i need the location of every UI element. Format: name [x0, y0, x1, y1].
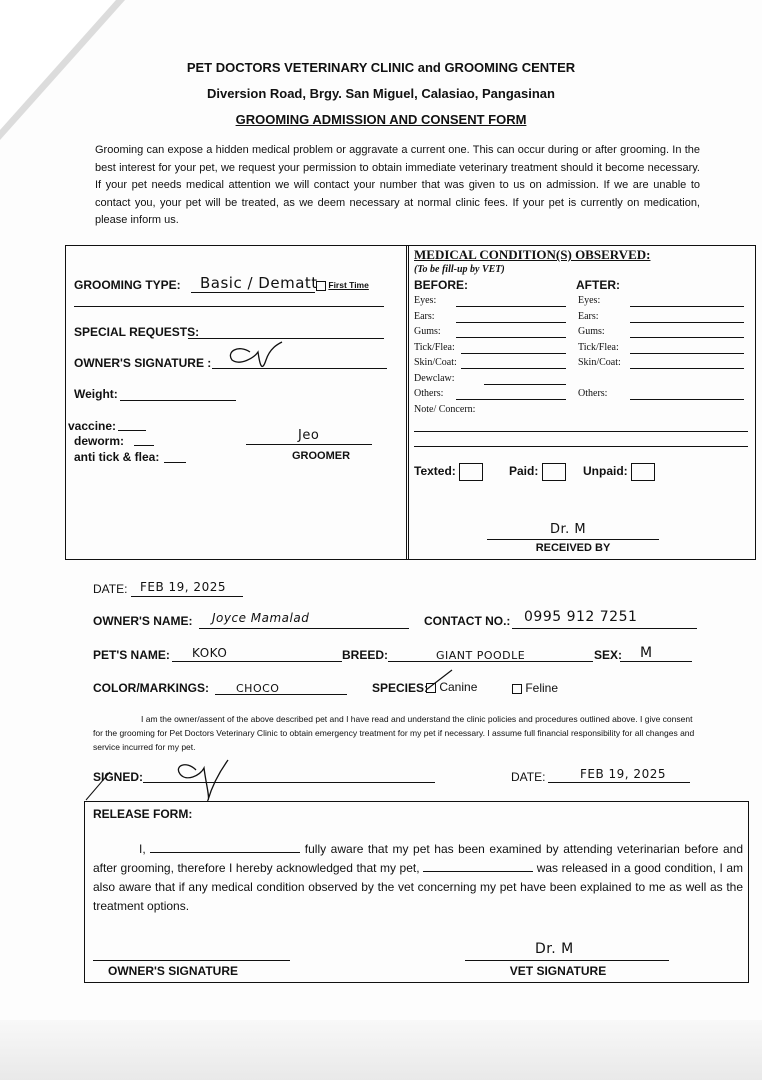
before-field-6 — [414, 388, 443, 399]
date-label: DATE: — [93, 582, 128, 596]
before-field-line[interactable] — [456, 306, 566, 307]
unpaid-checkbox[interactable] — [631, 463, 655, 481]
form-title — [0, 112, 762, 127]
texted-label: Texted: — [414, 464, 456, 479]
contact-value[interactable]: 0995 912 7251 — [524, 609, 638, 625]
before-field-label: Dewclaw: — [414, 372, 455, 384]
sex-label: SEX: — [594, 648, 623, 662]
before-field-2 — [414, 326, 441, 337]
grooming-type-value[interactable]: Basic / Dematt — [200, 274, 318, 292]
breed-value[interactable]: GIANT POODLE — [436, 649, 526, 662]
date-value[interactable]: FEB 19, 2025 — [140, 580, 226, 594]
special-requests-label: SPECIAL REQUESTS: — [74, 325, 200, 339]
after-field-label: Skin/Coat: — [578, 357, 621, 368]
canine-checkmark — [424, 668, 458, 694]
intro-paragraph: Grooming can expose a hidden medical problem or aggravate a current one. This can occur during or after grooming. In the best interest for your pet, we request your permission to obtain immediate veterinary treatment should it become necessary. If your pet needs medical attention we will contact your number that was given to us on admission. If we are unable to contact you, your pet will be treated, as we deem necessary at normal clinic fees. If your pet is currently on medication, please inform us. — [95, 144, 700, 226]
owner-signature-line[interactable] — [93, 960, 290, 961]
texted-checkbox[interactable] — [459, 463, 483, 481]
release-owner-name-blank[interactable] — [150, 841, 300, 853]
release-owner-sig-label: OWNER'S SIGNATURE — [108, 964, 238, 978]
before-field-label: Note/ Concern: — [414, 403, 476, 415]
paid-label: Paid: — [509, 464, 539, 479]
canine-label: Canine — [439, 680, 478, 694]
received-by-value: Dr. M — [550, 522, 587, 537]
consent-paragraph: I am the owner/assent of the above described pet and I have read and understand the clinic policies and procedures outlined above. I give consent for the grooming for Pet Doctors Veterinary Clinic to obtain emergency treatment for my pet if necessary. I assume full financial responsibility for all changes and service incurred for my pet. — [93, 714, 695, 752]
release-text-2: was released in a good condition, I am also aware that if any medical condition observed by the vet concerning my pet have been explained to me as well as the treatment options. — [93, 861, 743, 913]
anti-tick-label: anti tick & flea: — [74, 450, 160, 464]
before-field-7 — [414, 404, 475, 415]
owner-signature-label: OWNER'S SIGNATURE : — [74, 356, 212, 370]
first-time-option[interactable] — [316, 280, 369, 291]
release-paragraph — [93, 840, 743, 916]
before-field-line[interactable] — [484, 384, 566, 385]
after-field-line[interactable] — [630, 337, 744, 338]
note-line-2[interactable] — [414, 446, 748, 447]
vaccine-label: vaccine: — [68, 419, 117, 433]
note-line-1[interactable] — [414, 431, 748, 432]
signed-check-mark — [84, 768, 114, 802]
before-field-label: Others: — [414, 388, 444, 399]
before-field-5 — [414, 373, 455, 384]
vet-signature-value: Dr. M — [535, 941, 574, 957]
before-label: BEFORE: — [414, 278, 468, 292]
before-field-1 — [414, 311, 435, 322]
after-field-line[interactable] — [630, 353, 744, 354]
before-field-label: Ears: — [414, 310, 435, 322]
before-field-0 — [414, 295, 436, 306]
before-field-line[interactable] — [456, 337, 566, 338]
after-field-label: Gums: — [578, 326, 605, 337]
grooming-type-label: GROOMING TYPE: — [74, 278, 181, 292]
vet-signature-line[interactable] — [465, 960, 669, 961]
signed-signature-scribble — [172, 756, 238, 802]
first-time-label: First Time — [328, 280, 369, 290]
after-field-1 — [578, 311, 599, 322]
before-field-line[interactable] — [461, 353, 566, 354]
first-time-checkbox[interactable] — [316, 281, 326, 291]
contact-label: CONTACT NO.: — [424, 614, 511, 628]
clinic-address: Diversion Road, Brgy. San Miguel, Calasiao, Pangasinan — [207, 86, 555, 101]
special-requests-field[interactable] — [188, 338, 384, 339]
before-field-label: Eyes: — [414, 295, 437, 306]
paid-checkbox[interactable] — [542, 463, 566, 481]
unpaid-option[interactable] — [583, 463, 655, 481]
feline-option[interactable] — [512, 681, 558, 695]
medical-title: MEDICAL CONDITION(S) OBSERVED: — [414, 247, 651, 262]
medical-subtitle: (To be fill-up by VET) — [414, 264, 505, 275]
signed-date-label: DATE: — [511, 770, 546, 784]
after-field-line[interactable] — [630, 368, 744, 369]
after-field-0 — [578, 295, 600, 306]
signed-label: SIGNED: — [93, 770, 144, 784]
after-label: AFTER: — [576, 278, 620, 292]
after-field-3 — [578, 342, 619, 353]
deworm-label: deworm: — [74, 434, 125, 448]
clinic-name: PET DOCTORS VETERINARY CLINIC and GROOMING CENTER — [186, 60, 576, 75]
feline-checkbox[interactable] — [512, 684, 522, 694]
medical-panel — [406, 245, 756, 560]
after-field-line[interactable] — [630, 306, 744, 307]
color-label: COLOR/MARKINGS: — [93, 681, 209, 695]
weight-label: Weight: — [74, 387, 118, 401]
paid-option[interactable] — [509, 463, 566, 481]
after-field-5 — [578, 388, 607, 399]
received-by-label: RECEIVED BY — [535, 542, 611, 554]
scan-bottom-edge — [0, 1020, 762, 1080]
after-field-label: Tick/Flea: — [578, 341, 619, 353]
release-pet-name-blank[interactable] — [423, 860, 533, 872]
owners-name-label: OWNER'S NAME: — [93, 614, 193, 628]
release-title: RELEASE FORM: — [93, 807, 193, 821]
groomer-value: Jeo — [298, 428, 320, 443]
release-text-1: fully aware that my pet has been examined by attending veterinarian before and after grooming, therefore I hereby acknowledged that my pet, — [93, 842, 743, 875]
before-field-label: Gums: — [414, 326, 441, 337]
sex-value[interactable]: M — [640, 645, 653, 661]
weight-field[interactable] — [120, 400, 236, 401]
texted-option[interactable] — [414, 463, 483, 481]
breed-label: BREED: — [342, 648, 389, 662]
unpaid-label: Unpaid: — [583, 464, 628, 479]
groomer-label: GROOMER — [291, 450, 351, 462]
color-value[interactable]: CHOCO — [236, 682, 280, 695]
before-field-label: Tick/Flea: — [414, 341, 455, 353]
species-label: SPECIES: — [372, 681, 429, 695]
after-field-4 — [578, 357, 621, 368]
pets-name-value[interactable]: KOKO — [192, 646, 228, 660]
after-field-label: Ears: — [578, 310, 599, 322]
after-field-line[interactable] — [630, 322, 744, 323]
before-field-line[interactable] — [456, 399, 566, 400]
before-field-line[interactable] — [456, 322, 566, 323]
before-field-line[interactable] — [461, 368, 566, 369]
pets-name-label: PET'S NAME: — [93, 648, 170, 662]
owners-name-value[interactable]: Joyce Mamalad — [212, 611, 310, 625]
feline-label: Feline — [525, 681, 559, 695]
before-field-label: Skin/Coat: — [414, 357, 457, 368]
after-field-label: Others: — [578, 388, 608, 399]
after-field-label: Eyes: — [578, 295, 601, 306]
after-field-2 — [578, 326, 605, 337]
before-field-4 — [414, 357, 457, 368]
release-vet-sig-label: VET SIGNATURE — [509, 964, 607, 978]
owner-signature-scribble — [222, 340, 290, 378]
after-field-line[interactable] — [630, 399, 744, 400]
release-i-label: I, — [139, 842, 146, 856]
form-title-text: GROOMING ADMISSION AND CONSENT FORM — [235, 112, 527, 127]
before-field-3 — [414, 342, 455, 353]
signed-date-value[interactable]: FEB 19, 2025 — [580, 767, 666, 781]
